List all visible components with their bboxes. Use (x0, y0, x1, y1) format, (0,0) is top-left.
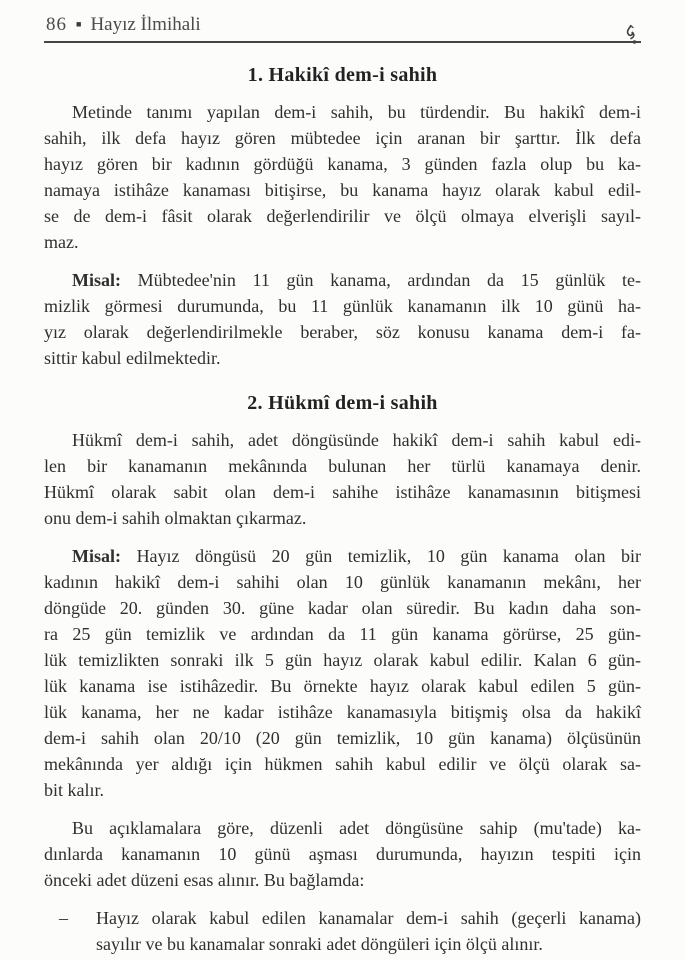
bullet-item (59, 905, 641, 957)
line-text: Hayız döngüsü 20 gün temizlik, 10 gün kanama olan bir (136, 546, 642, 566)
section-heading: 1. Hakikî dem-i sahih (247, 64, 438, 86)
page-body (44, 64, 641, 957)
text-line: lük kanama, her ne kadar istihâze kanamasıyla bitişmiş olsa da hakikî (44, 702, 641, 722)
paragraph (44, 99, 641, 255)
text-line: yız olarak değerlendirilmekle beraber, söz konusu kanama dem-i fa- (44, 322, 641, 342)
text-line: Hükmî dem-i sahih, adet döngüsünde hakikî dem-i sahih kabul edi- (72, 430, 641, 450)
paragraph-lead: Misal: (72, 546, 121, 566)
text-line: dınlarda kanamanın 10 günü aşması durumunda, hayızın tespiti için (44, 844, 641, 864)
calligraphic-flourish-icon (621, 23, 639, 47)
paragraph (44, 267, 641, 371)
text-line: kadının hakikî dem-i sahihi olan 10 günlük kanamanın mekânı, her (44, 572, 641, 592)
text-line: sahih, ilk defa hayız gören mübtedee için aranan bir şarttır. İlk defa (44, 128, 641, 148)
text-line: Hayız olarak kabul edilen kanamalar dem-i sahih (geçerli kanama) (96, 908, 641, 928)
text-line: bit kalır. (44, 780, 104, 800)
text-line: mekânında yer aldığı için hükmen sahih kabul edilir ve ölçü olarak sa- (44, 754, 641, 774)
text-line: dem-i sahih olan 20/10 (20 gün temizlik, 10 gün kanama) ölçüsünün (44, 728, 641, 748)
square-bullet-icon: ■ (76, 19, 82, 29)
text-line: sittir kabul edilmektedir. (44, 348, 221, 368)
text-line: döngüde 20. günden 30. güne kadar olan süredir. Bu kadın daha son- (44, 598, 641, 618)
text-line: mizlik görmesi durumunda, bu 11 günlük kanamanın ilk 10 günü ha- (44, 296, 641, 316)
paragraph (44, 815, 641, 893)
paragraph-lead: Misal: (72, 270, 121, 290)
text-line (44, 267, 641, 293)
text-line: lük temizlikten sonraki ilk 5 gün hayız olarak kabul edilir. Kalan 6 gün- (44, 650, 641, 670)
text-line: sayılır ve bu kanamalar sonraki adet döngüleri için ölçü alınır. (96, 934, 543, 954)
text-line: hayız gören bir kadının gördüğü kanama, 3 günden fazla olup bu ka- (44, 154, 641, 174)
section-heading: 2. Hükmî dem-i sahih (247, 392, 438, 414)
text-line: se de dem-i fâsit olarak değerlendirilir ve ölçü olmaya elverişli sayıl- (44, 206, 641, 226)
text-line: lük kanama ise istihâzedir. Bu örnekte hayız olarak kabul edilen 5 gün- (44, 676, 641, 696)
bullet-dash-marker: – (59, 908, 68, 928)
text-line: maz. (44, 232, 79, 252)
text-line (44, 543, 641, 569)
bullet-text (96, 905, 641, 957)
running-header (44, 14, 641, 41)
paragraph (44, 427, 641, 531)
book-title: Hayız İlmihali (90, 14, 201, 35)
text-line: namaya istihâze kanaması bitişirse, bu kanama hayız olarak kabul edil- (44, 180, 641, 200)
page-number: 86 (46, 14, 67, 35)
text-line: len bir kanamanın mekânında bulunan her türlü kanamaya denir. (44, 456, 641, 476)
line-text: Mübtedee'nin 11 gün kanama, ardından da 15 günlük te- (137, 270, 641, 290)
text-line: Hükmî olarak sabit olan dem-i sahihe istihâze kanamasının bitişmesi (44, 482, 641, 502)
text-line: onu dem-i sahih olmaktan çıkarmaz. (44, 508, 307, 528)
paragraph (44, 543, 641, 803)
text-line: ra 25 gün temizlik ve ardından da 11 gün kanama görürse, 25 gün- (44, 624, 641, 644)
text-line: önceki adet düzeni esas alınır. Bu bağlamda: (44, 870, 365, 890)
header-rule (44, 41, 641, 43)
text-line: Bu açıklamalara göre, düzenli adet döngüsüne sahip (mu'tade) ka- (72, 818, 641, 838)
text-line: Metinde tanımı yapılan dem-i sahih, bu türdendir. Bu hakikî dem-i (72, 102, 641, 122)
